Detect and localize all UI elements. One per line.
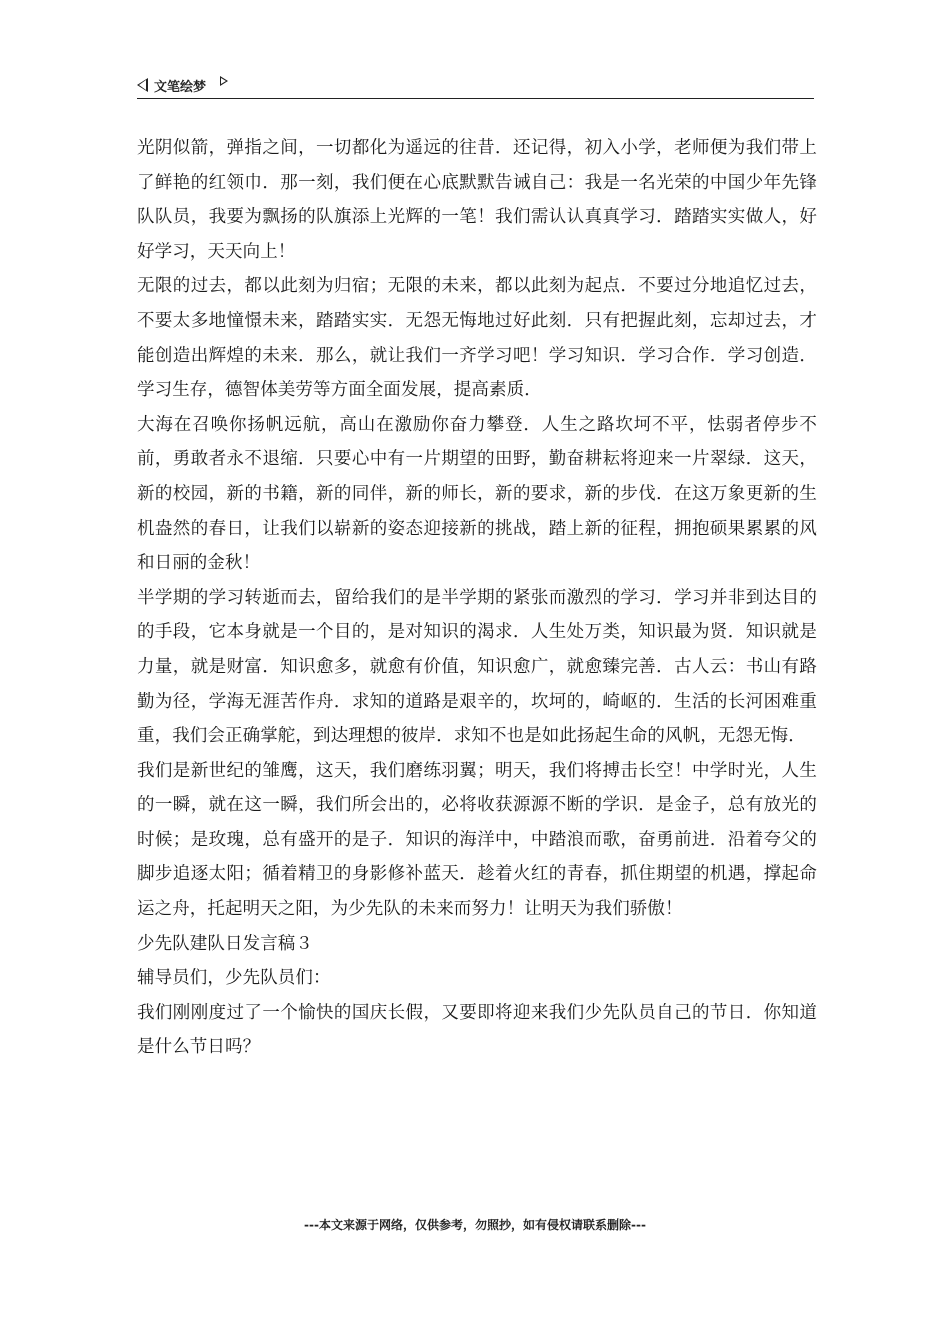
brand-title: 文笔绘梦: [154, 79, 207, 95]
triangle-right-icon: [220, 76, 228, 86]
paragraph: 无限的过去，都以此刻为归宿；无限的未来，都以此刻为起点．不要过分地追忆过去，不要太多地憧憬未来，踏踏实实．无怨无悔地过好此刻．只有把握此刻，忘却过去，才能创造出辉煌的未来．那么，就让我们一齐学习吧！学习知识．学习合作．学习创造．学习生存，德智体美劳等方面全面发展，提高素质．: [137, 276, 817, 401]
document-body: [137, 131, 817, 1065]
paragraph: 半学期的学习转逝而去，留给我们的是半学期的紧张而激烈的学习．学习并非到达目的的手段，它本身就是一个目的，是对知识的渴求．人生处万类，知识最为贤．知识就是力量，就是财富．知识愈多，就愈有价值，知识愈广，就愈臻完善．古人云：书山有路勤为径，学海无涯苦作舟．求知的道路是艰辛的，坎坷的，崎岖的．生活的长河困难重重，我们会正确掌舵，到达理想的彼岸．求知不也是如此扬起生命的风帆，无怨无悔．: [137, 587, 817, 747]
paragraph: 大海在召唤你扬帆远航，高山在激励你奋力攀登．人生之路坎坷不平，怯弱者停步不前，勇敢者永不退缩．只要心中有一片期望的田野，勤奋耕耘将迎来一片翠绿．这天，新的校园，新的书籍，新的同伴，新的师长，新的要求，新的步伐．在这万象更新的生机盎然的春日，让我们以崭新的姿态迎接新的挑战，踏上新的征程，拥抱硕果累累的风和日丽的金秋！: [137, 414, 817, 574]
paragraph: 我们刚刚度过了一个愉快的国庆长假，又要即将迎来我们少先队员自己的节日．你知道是什么节日吗？: [137, 1002, 817, 1058]
triangle-left-icon: [137, 78, 148, 92]
paragraph: 我们是新世纪的雏鹰，这天，我们磨练羽翼；明天，我们将搏击长空！中学时光，人生的一瞬，就在这一瞬，我们所会出的，必将收获源源不断的学识．是金子，总有放光的时候；是玫瑰，总有盛开的是子．知识的海洋中，中踏浪而歌，奋勇前进．沿着夸父的脚步追逐太阳；循着精卫的身影修补蓝天．趁着火红的青春，抓住期望的机遇，撑起命运之舟，托起明天之阳，为少先队的未来而努力！让明天为我们骄傲！: [137, 760, 817, 920]
salutation: 辅导员们，少先队员们：: [137, 968, 331, 989]
page-footer: ---本文来源于网络，仅供参考，勿照抄，如有侵权请联系删除---: [304, 1218, 646, 1232]
page-header: [137, 72, 814, 99]
paragraph: 光阴似箭，弹指之间，一切都化为遥远的往昔．还记得，初入小学，老师便为我们带上了鲜艳的红领巾．那一刻，我们便在心底默默告诫自己：我是一名光荣的中国少年先锋队队员，我要为飘扬的队旗添上光辉的一笔！我们需认认真真学习．踏踏实实做人，好好学习，天天向上！: [137, 138, 817, 262]
section-title: 少先队建队日发言稿３: [137, 933, 313, 954]
